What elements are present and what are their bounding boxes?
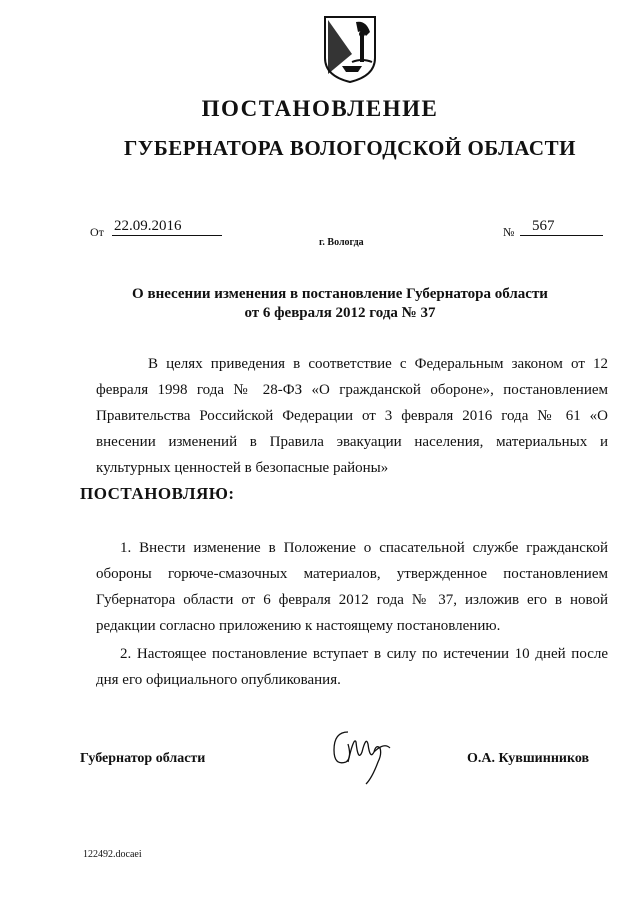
issuing-authority-title: ГУБЕРНАТОРА ВОЛОГОДСКОЙ ОБЛАСТИ [124, 136, 576, 160]
document-number: 567 [520, 218, 603, 236]
document-date: 22.09.2016 [112, 218, 222, 236]
subject-line-2: от 6 февраля 2012 года № 37 [244, 305, 436, 321]
date-prefix-label: От [90, 225, 104, 239]
city-label: г. Вологда [319, 237, 364, 248]
signatory-title: Губернатор области [80, 751, 206, 766]
subject-line-1: О внесении изменения в постановление Губернатора области [132, 286, 548, 302]
signatory-name: О.А. Кувшинников [467, 751, 590, 766]
item-2-paragraph: 2. Настоящее постановление вступает в силу по истечении 10 дней после дня его официального опубликования. [96, 646, 608, 688]
decree-heading: ПОСТАНОВЛЯЮ: [80, 484, 235, 503]
preamble-paragraph: В целях приведения в соответствие с Федеральным законом от 12 февраля 1998 года № 28-ФЗ «О гражданской обороне», постановлением Правительства Российской Федерации от 3 февраля 2016 года № 61 «О внесении изменений в Правила эвакуации населения, материальных и культурных ценностей в безопасные районы» [96, 356, 608, 476]
number-prefix-label: № [503, 225, 515, 239]
signature-icon [326, 722, 400, 788]
item-1-paragraph: 1. Внести изменение в Положение о спасательной службе гражданской обороны горюче-смазочных материалов, утвержденное постановлением Губернатора области от 6 февраля 2012 года № 37, изложив его в новой редакции согласно приложению к настоящему постановлению. [96, 540, 608, 634]
document-type-title: ПОСТАНОВЛЕНИЕ [201, 96, 439, 121]
coat-of-arms-icon [322, 14, 378, 84]
file-reference: 122492.docaei [83, 849, 142, 860]
